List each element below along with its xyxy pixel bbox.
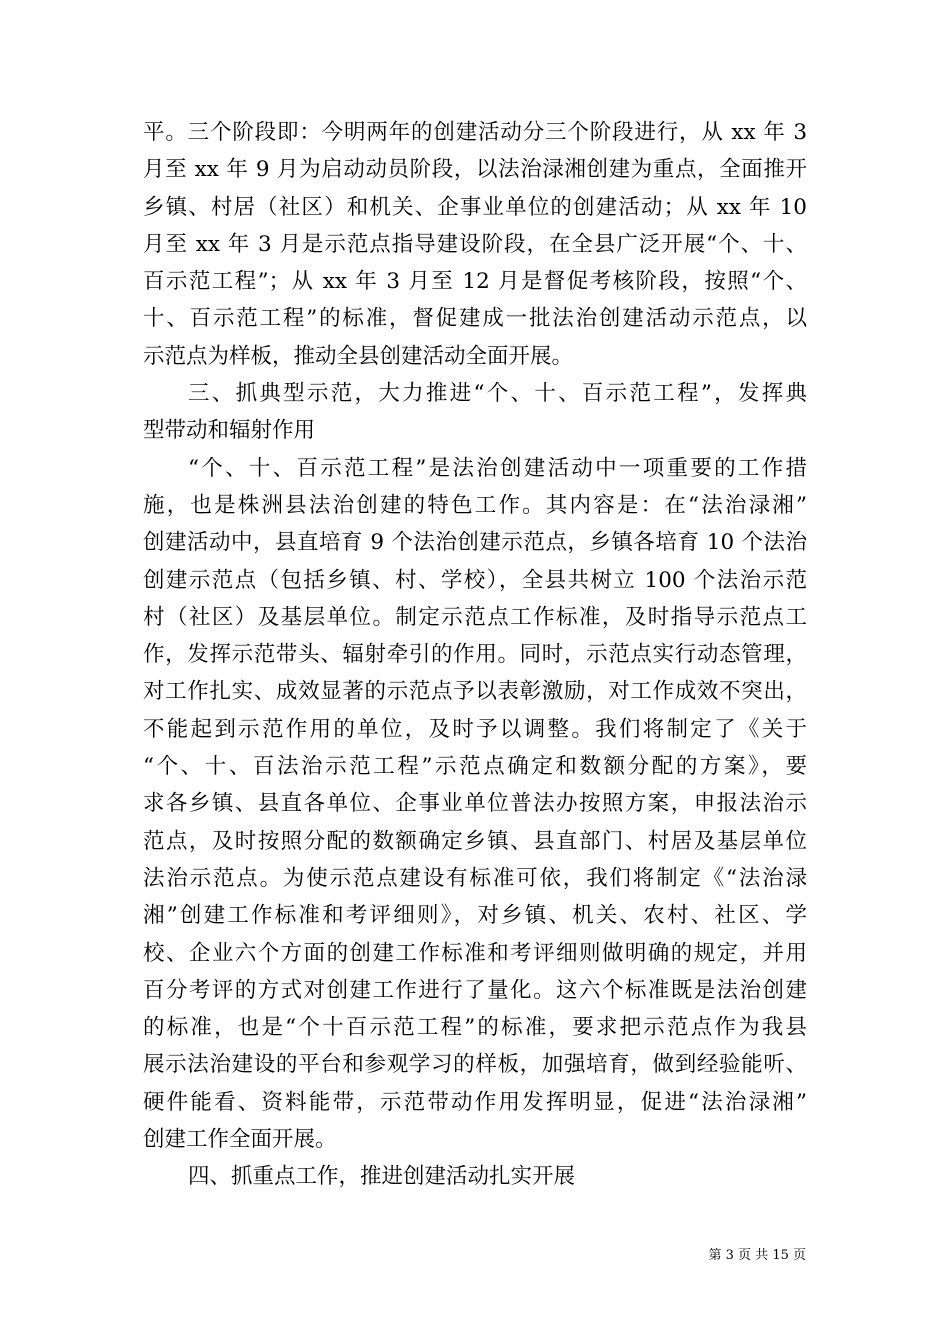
text-line: 创建示范点（包括乡镇、村、学校），全县共树立 100 个法治示范 bbox=[143, 567, 807, 593]
text-line: 月至 xx 年 3 月是示范点指导建设阶段，在全县广泛开展“个、十、 bbox=[143, 231, 807, 257]
text-line: 百示范工程”；从 xx 年 3 月至 12 月是督促考核阶段，按照“个、 bbox=[143, 269, 807, 295]
text-line: 月至 xx 年 9 月为启动动员阶段，以法治渌湘创建为重点，全面推开 bbox=[143, 157, 807, 183]
text-line: 施，也是株洲县法治创建的特色工作。其内容是：在“法治渌湘” bbox=[143, 492, 807, 518]
section-heading bbox=[143, 375, 807, 450]
text-line: 对工作扎实、成效显著的示范点予以表彰激励，对工作成效不突出， bbox=[143, 679, 807, 705]
text-line: 村（社区）及基层单位。制定示范点工作标准，及时指导示范点工 bbox=[143, 604, 807, 630]
text-line: 创建工作全面开展。 bbox=[143, 1127, 337, 1153]
text-line: 百分考评的方式对创建工作进行了量化。这六个标准既是法治创建 bbox=[143, 977, 807, 1003]
section-heading bbox=[143, 1158, 807, 1195]
heading-line: 三、抓典型示范，大力推进“个、十、百示范工程”，发挥典 bbox=[188, 381, 807, 407]
text-line: 硬件能看、资料能带，示范带动作用发挥明显，促进“法治渌湘” bbox=[143, 1089, 807, 1115]
text-line: 不能起到示范作用的单位，及时予以调整。我们将制定了《关于 bbox=[143, 716, 807, 742]
page-number-footer: 第 3 页 共 15 页 bbox=[708, 1248, 806, 1263]
text-line: 湘”创建工作标准和考评细则》，对乡镇、机关、农村、社区、学 bbox=[143, 903, 807, 929]
text-line: 求各乡镇、县直各单位、企事业单位普法办按照方案，申报法治示 bbox=[143, 791, 807, 817]
text-line: 校、企业六个方面的创建工作标准和考评细则做明确的规定，并用 bbox=[143, 940, 807, 966]
document-body bbox=[143, 114, 807, 1196]
text-line: 平。三个阶段即：今明两年的创建活动分三个阶段进行，从 xx 年 3 bbox=[143, 120, 807, 145]
paragraph bbox=[143, 114, 807, 375]
text-line: 范点，及时按照分配的数额确定乡镇、县直部门、村居及基层单位 bbox=[143, 828, 807, 854]
text-line: 示范点为样板，推动全县创建活动全面开展。 bbox=[143, 343, 574, 369]
text-line: 的标准，也是“个十百示范工程”的标准，要求把示范点作为我县 bbox=[143, 1015, 807, 1041]
text-line: 作，发挥示范带头、辐射牵引的作用。同时，示范点实行动态管理， bbox=[143, 642, 807, 668]
text-line: 创建活动中，县直培育 9 个法治创建示范点，乡镇各培育 10 个法治 bbox=[143, 530, 807, 556]
text-line: 乡镇、村居（社区）和机关、企事业单位的创建活动；从 xx 年 10 bbox=[143, 194, 807, 220]
text-line: “个、十、百示范工程”是法治创建活动中一项重要的工作措 bbox=[188, 455, 807, 481]
text-line: 法治示范点。为使示范点建设有标准可依，我们将制定《“法治渌 bbox=[143, 865, 807, 891]
text-line: 展示法治建设的平台和参观学习的样板，加强培育，做到经验能听、 bbox=[143, 1052, 807, 1078]
text-line: “个、十、百法治示范工程”示范点确定和数额分配的方案》，要 bbox=[143, 754, 807, 780]
heading-line: 型带动和辐射作用 bbox=[143, 418, 316, 444]
text-line: 十、百示范工程”的标准，督促建成一批法治创建活动示范点，以 bbox=[143, 306, 807, 332]
heading-line: 四、抓重点工作，推进创建活动扎实开展 bbox=[188, 1164, 576, 1190]
paragraph bbox=[143, 450, 807, 1159]
